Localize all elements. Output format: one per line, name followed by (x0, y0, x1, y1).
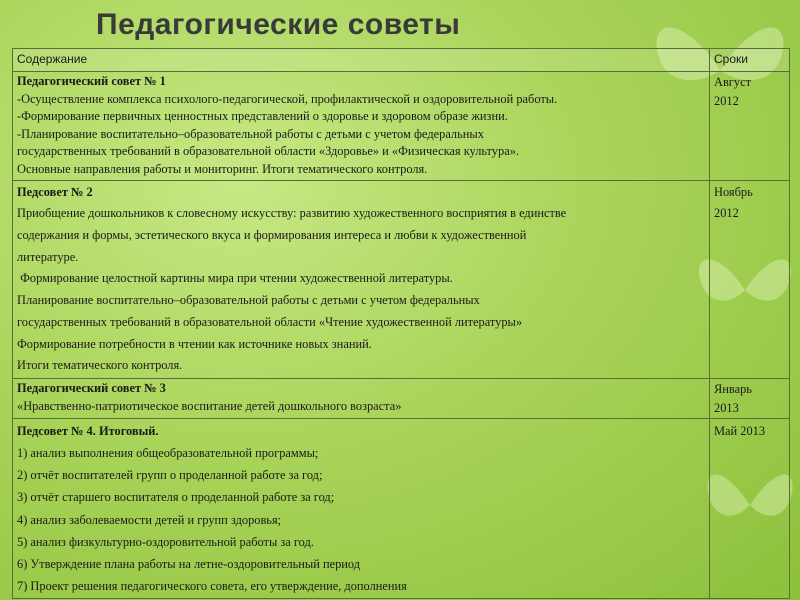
row-content (13, 419, 710, 599)
council-title: Педсовет № 4. Итоговый. (17, 424, 159, 439)
council-title: Педагогический совет № 3 (17, 380, 166, 395)
page-title: Педагогические советы (96, 8, 461, 41)
content-line: -Осуществление комплекса психолого-педагогической, профилактической и оздоровительной работы. (17, 91, 558, 106)
row-content (13, 72, 710, 181)
content-line: 7) Проект решения педагогического совета, его утверждение, дополнения (17, 578, 407, 593)
content-line: Формирование целостной картины мира при чтении художественной литературы. (17, 271, 453, 286)
table-row (13, 180, 790, 378)
content-line: -Формирование первичных ценностных представлений о здоровье и здоровом образе жизни. (17, 109, 508, 124)
term-year: 2013 (714, 400, 739, 415)
pedagogical-councils-table (12, 48, 790, 599)
content-line: 5) анализ физкультурно-оздоровительной работы за год. (17, 534, 314, 549)
row-term (710, 378, 790, 418)
term-month: Ноябрь (714, 184, 753, 199)
row-term (710, 419, 790, 599)
term-month: Август (714, 75, 751, 89)
content-line: Итоги тематического контроля. (17, 358, 183, 373)
row-content (13, 180, 710, 378)
header-content: Содержание (13, 49, 710, 72)
row-content (13, 378, 710, 418)
content-line: 6) Утверждение плана работы на летне-оздоровительный период (17, 556, 361, 571)
term-month: Январь (714, 381, 752, 396)
council-title: Педагогический совет № 1 (17, 74, 166, 88)
content-line: государственных требований в образовательной области «Здоровье» и «Физическая культура». (17, 144, 519, 159)
content-line: 1) анализ выполнения общеобразовательной программы; (17, 446, 319, 461)
table-header-row (13, 49, 790, 72)
header-term: Сроки (710, 49, 790, 72)
table-row (13, 419, 790, 599)
term-month: Май 2013 (714, 424, 766, 439)
row-term (710, 72, 790, 181)
content-line: Формирование потребности в чтении как источнике новых знаний. (17, 336, 372, 351)
content-line: 4) анализ заболеваемости детей и групп здоровья; (17, 512, 282, 527)
table-row (13, 378, 790, 418)
content-line: литературе. (17, 249, 79, 264)
content-line: содержания и формы, эстетического вкуса и формирования интереса и любви к художественной (17, 228, 527, 243)
content-line: 2) отчёт воспитателей групп о проделанной работе за год; (17, 468, 323, 483)
table-row (13, 72, 790, 181)
content-line: 3) отчёт старшего воспитателя о проделанной работе за год; (17, 490, 335, 505)
content-line: -Планирование воспитательно–образовательной работы с детьми с учетом федеральных (17, 126, 484, 141)
content-line: Основные направления работы и мониторинг. Итоги тематического контроля. (17, 162, 428, 177)
content-line: Планирование воспитательно–образовательной работы с детьми с учетом федеральных (17, 293, 480, 308)
content-line: Приобщение дошкольников к словесному искусству: развитию художественного восприятия в единстве (17, 206, 567, 221)
council-title: Педсовет № 2 (17, 184, 93, 199)
term-year: 2012 (714, 93, 739, 108)
term-year: 2012 (714, 206, 739, 221)
content-line: государственных требований в образовательной области «Чтение художественной литературы» (17, 314, 523, 329)
row-term (710, 180, 790, 378)
content-line: «Нравственно-патриотическое воспитание детей дошкольного возраста» (17, 398, 402, 413)
